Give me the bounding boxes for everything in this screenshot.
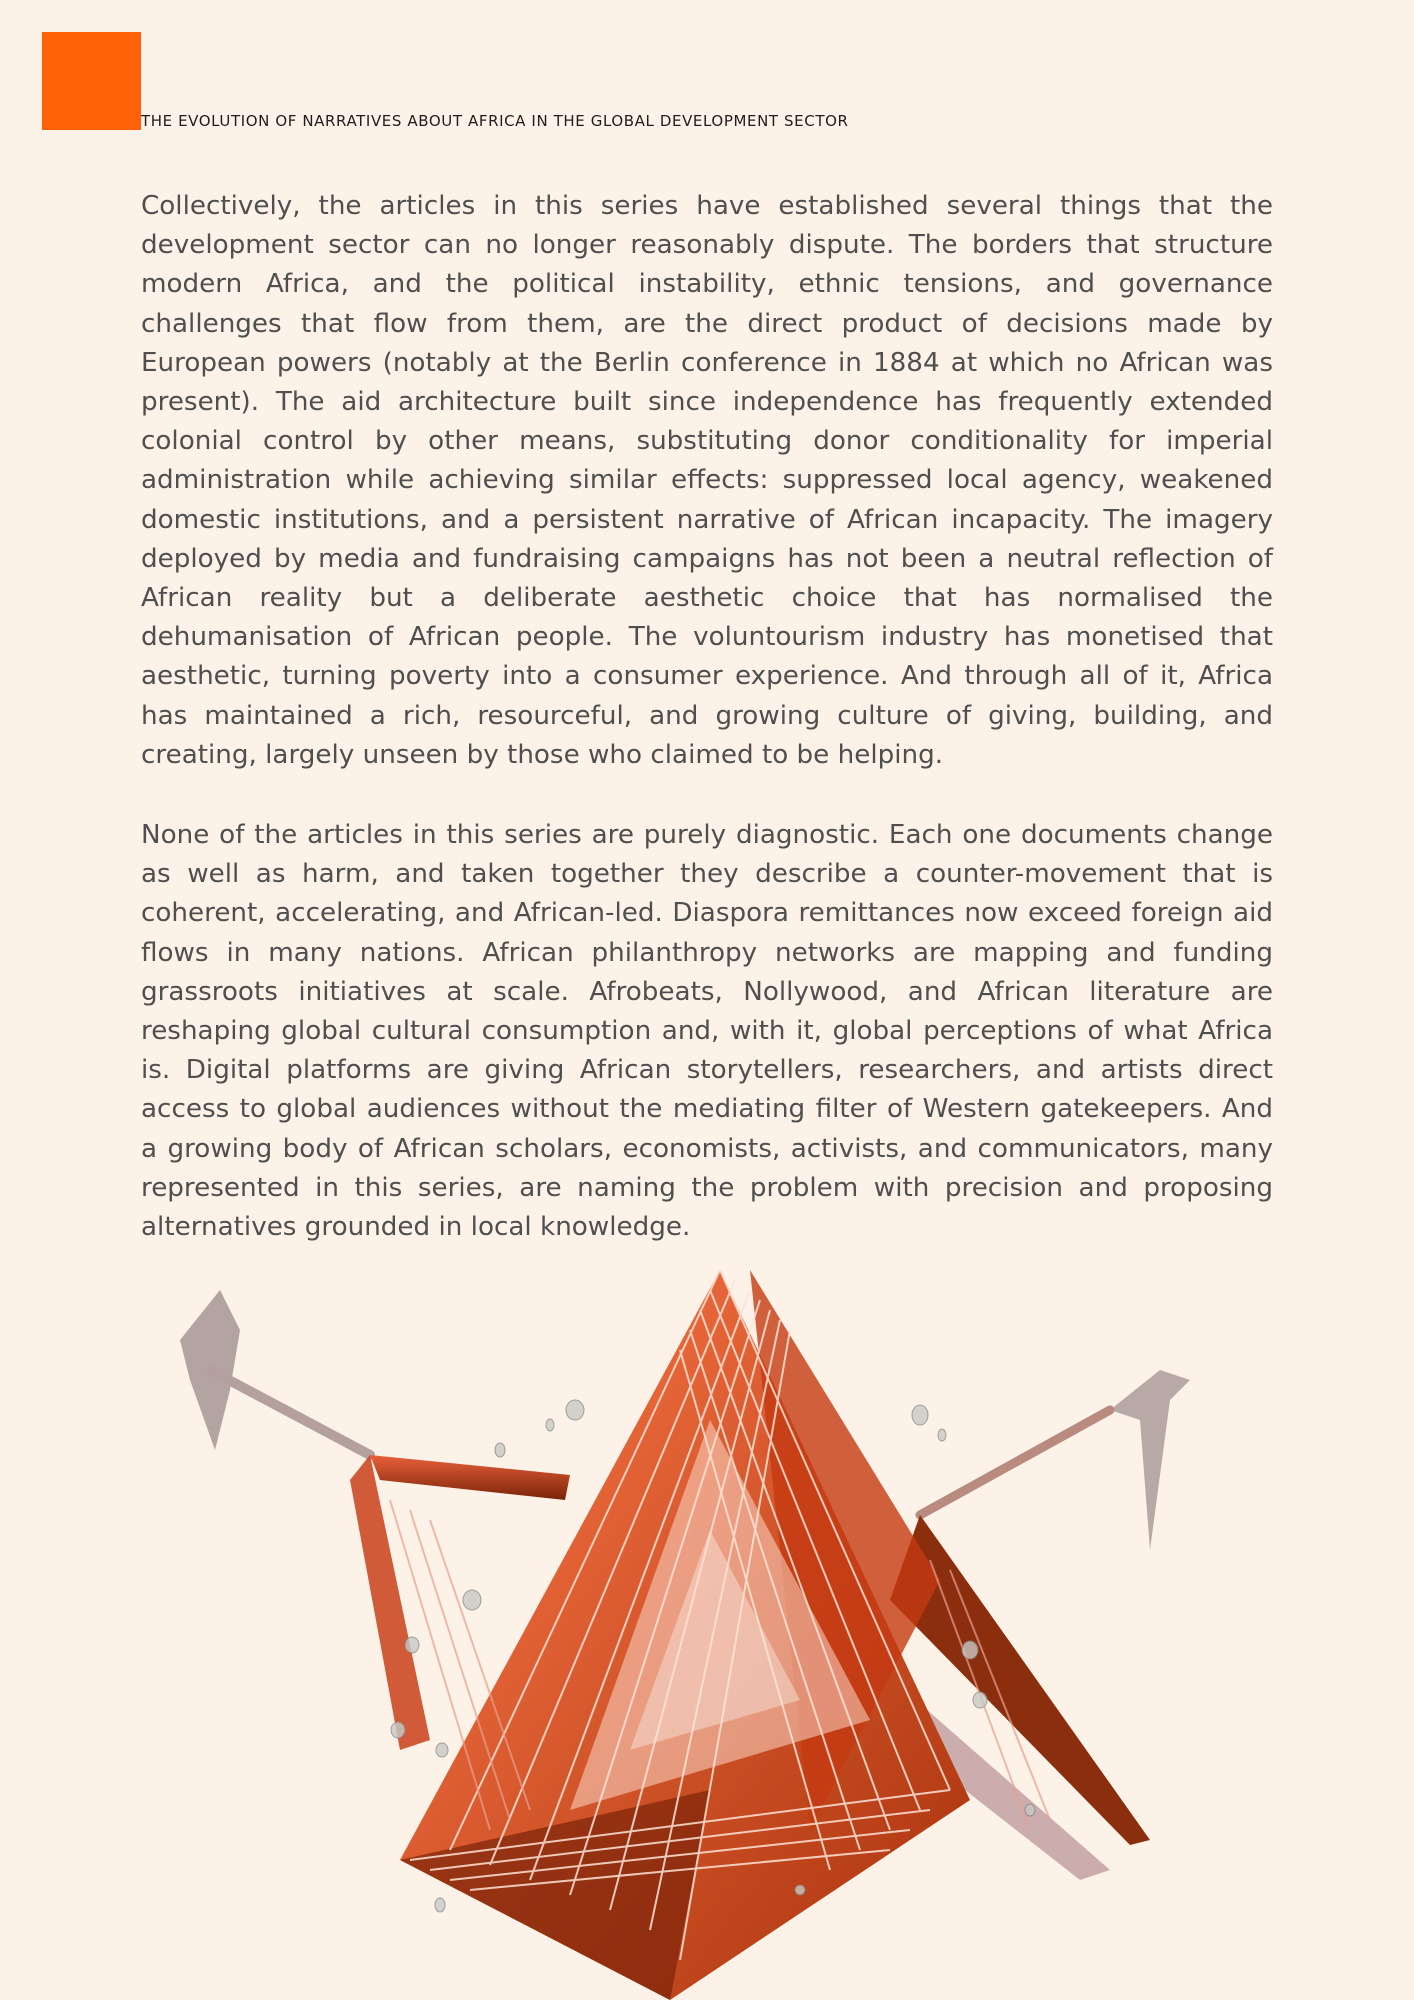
abstract-string-art-illustration xyxy=(150,1270,1230,2000)
article-paragraph-2: None of the articles in this series are purely diagnostic. Each one documents change as well as harm, and taken together they describe a counter-movement that is coherent, accelerating, and African-led. Diaspora remittances now exceed foreign aid flows in many nations. African philanthropy networks are mapping and funding grassroots initiatives at scale. Afrobeats, Nollywood, and African literature are reshaping global cultural consumption and, with it, global perceptions of what Africa is. Digital platforms are giving African storytellers, researchers, and artists direct access to global audiences without the mediating filter of Western gatekeepers. And a growing body of African scholars, economists, activists, and communicators, many represented in this series, are naming the problem with precision and proposing alternatives grounded in local knowledge. xyxy=(141,820,1273,1243)
brand-accent-square xyxy=(42,32,141,130)
article-paragraph-1: Collectively, the articles in this series have established several things that the development sector can no longer reasonably dispute. The borders that structure modern Africa, and the political instability, ethnic tensions, and governance challenges that flow from them, are the direct product of decisions made by European powers (notably at the Berlin conference in 1884 at which no African was present). The aid architecture built since independence has frequently extended colonial control by other means, substituting donor conditionality for imperial administration while achieving similar effects: suppressed local agency, weakened domestic institutions, and a persistent narrative of African incapacity. The imagery deployed by media and fundraising campaigns has not been a neutral reflection of African reality but a deliberate aesthetic choice that has normalised the dehumanisation of African people. The voluntourism industry has monetised that aesthetic, turning poverty into a consumer experience. And through all of it, Africa has maintained a rich, resourceful, and growing culture of giving, building, and creating, largely unseen by those who claimed to be helping. xyxy=(141,191,1273,770)
running-header-title: THE EVOLUTION OF NARRATIVES ABOUT AFRICA IN THE GLOBAL DEVELOPMENT SECTOR xyxy=(141,112,849,130)
